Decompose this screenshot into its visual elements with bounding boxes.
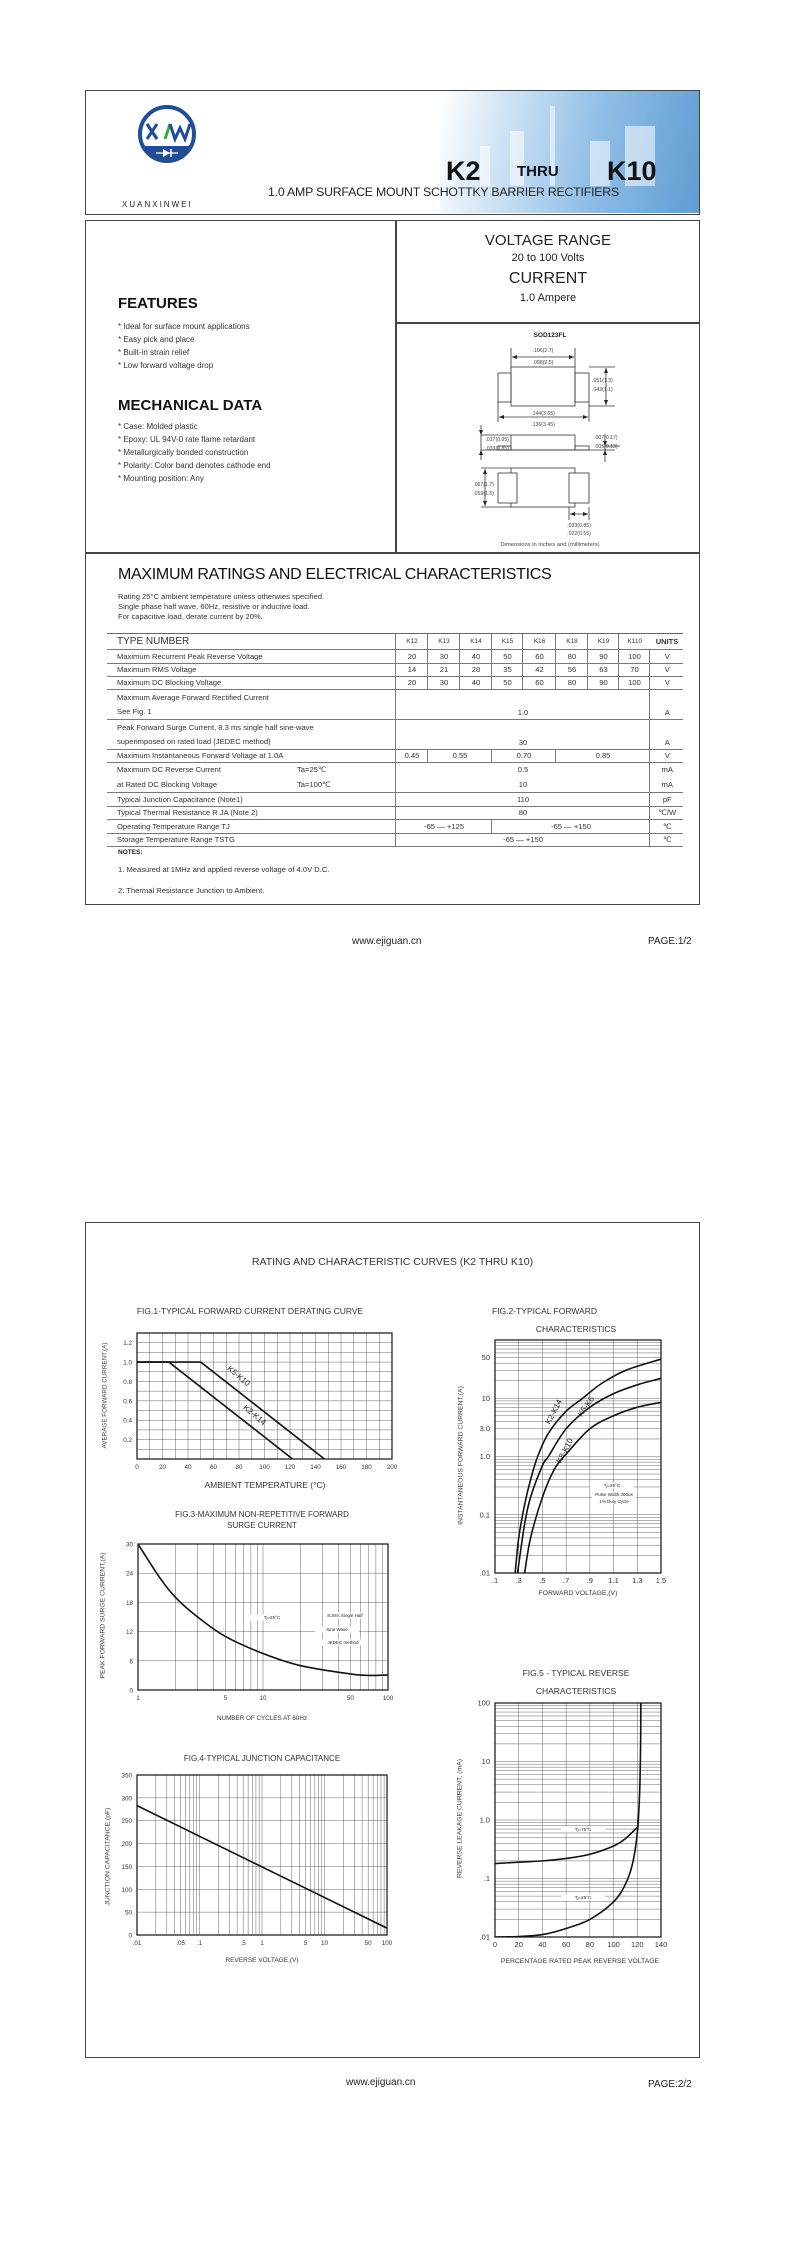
x-tick-label: 80: [235, 1464, 243, 1471]
y-tick-label: 10: [481, 1757, 490, 1766]
table-row: Typical Thermal Resistance R JA (Note 2) 80 ℃/W: [107, 807, 683, 820]
ratings-condition: Single phase half wave, 60Hz, resistive or inductive load.: [118, 602, 310, 611]
fig3-title: FIG.3-MAXIMUM NON-REPETITIVE FORWARD: [175, 1510, 349, 1519]
x-tick-label: 50: [364, 1940, 372, 1947]
y-tick-label: 1.2: [123, 1340, 132, 1348]
svg-text:.043(1.1): .043(1.1): [592, 387, 613, 393]
x-tick-label: 10: [259, 1695, 267, 1702]
fig1-grid: [137, 1333, 392, 1459]
y-tick-label: 0.6: [123, 1398, 132, 1406]
column-header: K15: [491, 634, 522, 650]
x-tick-label: 0: [135, 1464, 139, 1471]
y-tick-label: 300: [121, 1795, 132, 1803]
y-tick-label: 50: [481, 1353, 490, 1363]
y-tick-label: 6: [129, 1658, 133, 1666]
fig3-ylabel: PEAK FORWARD SURGE CURRENT,(A): [99, 1552, 107, 1679]
svg-text:.033(0.85): .033(0.85): [567, 523, 591, 529]
x-tick-label: .5: [240, 1940, 246, 1947]
fig5-grid: [495, 1703, 661, 1937]
svg-text:.106(2.7): .106(2.7): [532, 348, 554, 354]
fig2-title-line2: CHARACTERISTICS: [535, 1324, 617, 1334]
features-heading: FEATURES: [118, 295, 198, 312]
table-row: Typical Junction Capacitance (Note1) 110 pF: [107, 793, 683, 807]
y-tick-label: .01: [479, 1932, 490, 1942]
fig2-title: FIG.2-TYPICAL FORWARD: [492, 1306, 598, 1316]
mechanical-item: * Case: Molded plastic: [118, 422, 198, 431]
ratings-heading: MAXIMUM RATINGS AND ELECTRICAL CHARACTERISTICS: [118, 566, 552, 583]
column-header: K14: [459, 634, 491, 650]
chart-annotation: JEDEC method: [327, 1640, 359, 1645]
current-value: 1.0 Ampere: [519, 292, 577, 304]
x-tick-label: 1.5: [655, 1576, 667, 1585]
note-item: 1. Measured at 1MHz and applied reverse voltage of 4.0V D.C.: [118, 865, 330, 874]
fig4-ylabel: JUNCTION CAPACITANCE,(pF): [104, 1807, 112, 1906]
table-row: Maximum Recurrent Peak Reverse Voltage 20 30 40 50 60 80 90 100 V: [107, 650, 683, 664]
fig2-series-k2-k14: [515, 1359, 661, 1573]
y-tick-label: 0.1: [479, 1510, 490, 1520]
x-tick-label: 140: [310, 1464, 321, 1471]
feature-item: * Built-in strain relief: [118, 348, 190, 357]
x-tick-label: 60: [209, 1464, 218, 1471]
x-tick-label: 120: [631, 1940, 644, 1949]
mechanical-item: * Metallurgically bonded construction: [118, 448, 249, 457]
dimensions-caption: Dimensions in inches and (millimeters): [500, 542, 600, 548]
part-from: K2: [446, 156, 481, 186]
voltage-range-title: VOLTAGE RANGE: [484, 232, 612, 249]
x-tick-label: 180: [361, 1464, 372, 1471]
x-tick-label: .3: [515, 1576, 522, 1585]
mechanical-item: * Mounting position: Any: [118, 474, 204, 483]
chart-annotation: 1% Duty Cycle: [599, 1499, 629, 1504]
column-header: K16: [522, 634, 555, 650]
x-tick-label: 1: [136, 1695, 140, 1702]
footer-url[interactable]: www.ejiguan.cn: [352, 936, 422, 947]
x-tick-label: 20: [158, 1464, 167, 1471]
x-tick-label: 140: [654, 1940, 668, 1949]
y-tick-label: 0.8: [123, 1378, 132, 1386]
fig5-ylabel: REVERSE LEAKAGE CURRENT, (mA): [456, 1759, 464, 1878]
feature-item: * Low forward voltage drop: [118, 361, 214, 370]
x-tick-label: .9: [586, 1576, 593, 1585]
x-tick-label: .5: [539, 1576, 546, 1585]
svg-text:.136(3.45): .136(3.45): [531, 422, 555, 428]
voltage-range-value: 20 to 100 Volts: [511, 252, 585, 264]
svg-text:.037(0.95): .037(0.95): [485, 437, 509, 443]
part-to: K10: [607, 156, 657, 186]
fig2-grid: [495, 1340, 661, 1573]
mechanical-item: * Polarity: Color band denotes cathode end: [118, 461, 271, 470]
x-tick-label: 80: [585, 1940, 595, 1949]
table-row: Maximum Average Forward Rectified Current See Fig. 1 1.0 A: [107, 690, 683, 720]
y-tick-label: 1.0: [123, 1359, 132, 1367]
series-label: K2-K14: [241, 1403, 268, 1428]
x-tick-label: 20: [514, 1940, 523, 1949]
x-tick-label: 100: [259, 1464, 270, 1471]
x-tick-label: 0: [492, 1940, 498, 1949]
fig1-ylabel: AVERAGE FORWARD CURRENT,(A): [101, 1342, 109, 1449]
x-tick-label: 100: [607, 1940, 620, 1949]
y-tick-label: 0.2: [123, 1437, 132, 1445]
table-row: Maximum Instantaneous Forward Voltage at 1.0A 0.45 0.55 0.70 0.85 V: [107, 750, 683, 763]
fig1-chart: [123, 1333, 398, 1471]
table-row: at Rated DC Blocking Voltage Ta=100℃ 10 mA: [107, 778, 683, 793]
column-header: K13: [427, 634, 459, 650]
x-tick-label: 50: [346, 1695, 354, 1702]
y-tick-label: 250: [121, 1818, 132, 1826]
svg-text:.051(1.3): .051(1.3): [592, 378, 613, 384]
x-tick-label: 40: [538, 1940, 547, 1949]
fig3-xlabel: NUMBER OF CYCLES AT 60Hz: [216, 1715, 308, 1722]
series-label: K8-K10: [554, 1436, 576, 1465]
x-tick-label: 10: [320, 1940, 329, 1947]
mechanical-item: * Epoxy: UL 94V-0 rate flame retardant: [118, 435, 256, 444]
mechanical-data-heading: MECHANICAL DATA: [118, 397, 263, 414]
fig2-xlabel: FORWARD VOLTAGE,(V): [538, 1590, 618, 1597]
table-row: Maximum DC Blocking Voltage 20 30 40 50 60 80 90 100 V: [107, 677, 683, 690]
footer-url[interactable]: www.ejiguan.cn: [346, 2077, 416, 2088]
x-tick-label: 100: [381, 1940, 393, 1947]
y-tick-label: 30: [125, 1541, 133, 1549]
series-label: Tj=25°C: [574, 1895, 592, 1900]
y-tick-label: 3.0: [479, 1424, 490, 1434]
package-name: SOD123FL: [533, 332, 567, 339]
units-header: UNITS: [649, 634, 683, 650]
chart-annotation: Sine Wave: [326, 1627, 348, 1632]
x-tick-label: 1.3: [632, 1576, 643, 1585]
y-tick-label: .1: [483, 1874, 490, 1883]
table-row: Operating Temperature Range TJ -65 — +125 -65 — +150 ℃: [107, 820, 683, 834]
chart-annotation: Pulse Width 300us: [595, 1492, 633, 1497]
svg-text:.022(0.55): .022(0.55): [567, 531, 591, 537]
table-row: Storage Temperature Range TSTG -65 — +150 ℃: [107, 834, 683, 847]
fig4-grid: [137, 1775, 387, 1935]
y-tick-label: 50: [124, 1909, 132, 1917]
table-row: Peak Forward Surge Current, 8.3 ms single half sine-wave superimposed on rated load (JEDEC method) 30 A: [107, 720, 683, 750]
type-number-header: TYPE NUMBER: [107, 634, 395, 650]
y-tick-label: 10: [481, 1393, 490, 1403]
x-tick-label: .7: [563, 1576, 570, 1585]
y-tick-label: 150: [121, 1863, 132, 1871]
fig5-chart: [477, 1699, 667, 1950]
svg-text:.067(1.7): .067(1.7): [473, 482, 494, 488]
column-header: K110: [618, 634, 649, 650]
chart-annotation: 8.3ms Single Half: [327, 1613, 363, 1618]
y-tick-label: 100: [477, 1698, 490, 1708]
fig1-xlabel: AMBIENT TEMPERATURE (°C): [204, 1480, 326, 1490]
feature-item: * Easy pick and place: [118, 335, 195, 344]
x-tick-label: 1: [260, 1940, 264, 1947]
notes-heading: NOTES:: [118, 849, 143, 856]
fig2-chart: [480, 1340, 667, 1585]
fig4-xlabel: REVERSE VOLTAGE,(V): [225, 1957, 299, 1964]
fig5-xlabel: PERCENTAGE RATED PEAK REVERSE VOLTAGE: [500, 1958, 660, 1965]
ratings-condition: Rating 25°C ambient temperature uniess otherwies specified.: [118, 592, 325, 601]
y-tick-label: 12: [125, 1629, 133, 1637]
svg-text:.144(3.65): .144(3.65): [531, 411, 555, 417]
x-tick-label: 100: [382, 1695, 394, 1702]
column-header: K12: [395, 634, 427, 650]
x-tick-label: 200: [386, 1464, 398, 1471]
fig1-title: FIG.1-TYPICAL FORWARD CURRENT DERATING CURVE: [136, 1306, 364, 1316]
y-tick-label: 100: [121, 1886, 132, 1894]
x-tick-label: .01: [132, 1940, 142, 1947]
fig3-title-line2: SURGE CURRENT: [227, 1521, 297, 1530]
column-header: K19: [587, 634, 618, 650]
y-tick-label: 24: [125, 1570, 133, 1578]
x-tick-label: 160: [335, 1464, 347, 1471]
fig3-chart: [126, 1542, 394, 1703]
y-tick-label: 200: [121, 1841, 132, 1849]
y-tick-label: 18: [125, 1599, 133, 1607]
fig2-ylabel: INSTANTANEOUS FORWARD CURRENT,(A): [457, 1386, 465, 1525]
x-tick-label: .05: [176, 1940, 186, 1947]
y-tick-label: 0.4: [123, 1417, 132, 1425]
y-tick-label: .01: [479, 1568, 490, 1578]
footer-page-number: PAGE:1/2: [648, 936, 692, 947]
series-label: K2-K14: [543, 1397, 565, 1426]
fig5-title-line2: CHARACTERISTICS: [535, 1686, 617, 1696]
y-tick-label: 0: [129, 1687, 133, 1695]
feature-item: * Ideal for surface mount applications: [118, 322, 250, 331]
y-tick-label: 1.0: [479, 1815, 490, 1825]
chart-annotation: Tj=25°C: [603, 1483, 621, 1488]
fig4-chart: [121, 1773, 392, 1948]
x-tick-label: 40: [184, 1464, 192, 1471]
x-tick-label: .1: [491, 1576, 499, 1585]
ratings-condition: For capacitive load, derate current by 20%.: [118, 612, 263, 621]
table-row: Maximum DC Reverse Current Ta=25℃ 0.5 mA: [107, 763, 683, 778]
x-tick-label: 5: [303, 1940, 308, 1947]
note-item: 2. Thermal Resistance Junction to Ambient.: [118, 886, 265, 895]
series-label: K5-K6: [575, 1394, 597, 1419]
svg-text:.059(1.5): .059(1.5): [473, 491, 494, 497]
x-tick-label: .1: [196, 1940, 203, 1947]
series-label: Tj=75°C: [574, 1827, 592, 1832]
column-header: K18: [555, 634, 587, 650]
y-tick-label: 0: [128, 1932, 132, 1940]
x-tick-label: 5: [223, 1695, 228, 1702]
chart-annotation: Tj=25°C: [263, 1615, 281, 1620]
footer-page-number: PAGE:2/2: [648, 2079, 692, 2090]
current-title: CURRENT: [508, 270, 588, 287]
series-label: K5-K10: [225, 1364, 252, 1389]
svg-text:.005(0.13): .005(0.13): [594, 444, 618, 450]
x-tick-label: 60: [561, 1940, 571, 1949]
svg-text:.098(2.5): .098(2.5): [532, 360, 554, 366]
y-tick-label: 1.0: [479, 1452, 490, 1461]
logo-wordmark: XUANXINWEI: [122, 200, 193, 209]
x-tick-label: 120: [284, 1464, 296, 1471]
table-row: Maximum RMS Voltage 14 21 28 35 42 56 63 70 V: [107, 664, 683, 677]
svg-text:.033(0.85): .033(0.85): [485, 446, 509, 452]
fig4-title: FIG.4-TYPICAL JUNCTION CAPACITANCE: [183, 1754, 341, 1763]
fig5-title: FIG.5 - TYPICAL REVERSE: [522, 1668, 630, 1678]
page-2-title: RATING AND CHARACTERISTIC CURVES (K2 THRU K10): [251, 1256, 534, 1268]
x-tick-label: 1.1: [608, 1576, 619, 1585]
product-subtitle: 1.0 AMP SURFACE MOUNT SCHOTTKY BARRIER RECTIFIERS: [268, 185, 619, 199]
y-tick-label: 350: [121, 1772, 132, 1780]
thru-label: THRU: [517, 163, 559, 180]
svg-text:.007(0.17): .007(0.17): [594, 435, 618, 441]
